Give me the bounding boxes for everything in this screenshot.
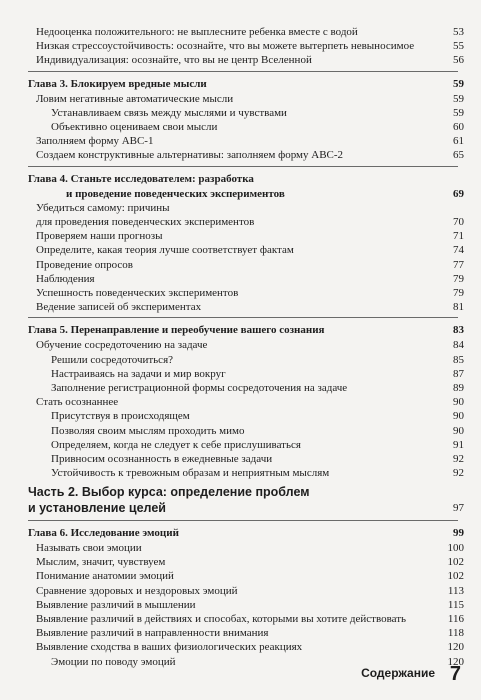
toc-entry-title: Индивидуализация: осознайте, что вы не центр Вселенной [36, 54, 312, 67]
toc-entry [28, 585, 464, 599]
toc-entry-title: Определите, какая теория лучше соответствует фактам [36, 244, 294, 257]
toc-entry [28, 382, 464, 396]
toc-entry-title: Убедиться самому: причины [36, 201, 170, 214]
toc-entry-page: 53 [453, 26, 464, 38]
toc-entry-page: 71 [453, 230, 464, 243]
toc-entry-page: 79 [453, 272, 464, 285]
toc-entry-title: Стать осознаннее [36, 396, 119, 409]
toc-entry-page: 118 [447, 627, 464, 640]
page-number: 7 [449, 663, 461, 685]
toc-entry-page: 120 [447, 641, 464, 654]
toc-entry-page: 92 [453, 467, 464, 480]
toc-entry [28, 453, 464, 467]
toc-entry-page: 102 [447, 570, 464, 583]
toc-entry-page: 85 [453, 353, 464, 366]
toc-entry-page: 90 [453, 424, 464, 437]
toc-chapter-entry [28, 78, 464, 92]
toc-entry [28, 135, 464, 149]
toc-entry-page: 99 [453, 527, 464, 539]
toc-chapter-entry [28, 188, 464, 202]
toc-entry-title: Проведение опросов [36, 258, 133, 271]
table-of-contents-continued [28, 524, 464, 670]
part-page-number: 97 [453, 502, 464, 514]
section-label: Содержание [361, 666, 435, 680]
toc-entry-title: Определяем, когда не следует к себе прислушиваться [51, 438, 301, 451]
toc-entry-title: Заполнение регистрационной формы сосредоточения на задаче [51, 382, 348, 394]
toc-entry-page: 115 [447, 598, 464, 611]
toc-entry-title: Ведение записей об экспериментах [36, 301, 202, 314]
toc-entry-title: Глава 3. Блокируем вредные мысли [28, 77, 207, 90]
toc-entry-page: 59 [453, 92, 464, 105]
toc-entry [28, 54, 464, 68]
toc-entry-title: Сравнение здоровых и нездоровых эмоций [36, 584, 238, 597]
toc-entry-title: Привносим осознанность в ежедневные задачи [51, 453, 273, 465]
toc-entry [28, 641, 464, 655]
toc-entry-title: Глава 4. Станьте исследователем: разработка [28, 172, 254, 185]
toc-entry [28, 93, 464, 107]
toc-entry [28, 273, 464, 287]
toc-entry-title: Присутствуя в происходящем [51, 410, 190, 423]
chapter-divider [28, 317, 458, 318]
toc-entry [28, 354, 464, 368]
toc-entry-title: для проведения поведенческих экспериментов [36, 216, 255, 228]
toc-entry [28, 202, 464, 216]
chapter-divider [28, 520, 458, 521]
toc-entry-page: 59 [453, 106, 464, 119]
toc-entry-title: Глава 6. Исследование эмоций [28, 527, 179, 539]
toc-entry-title: Позволяя своим мыслям проходить мимо [51, 424, 245, 437]
toc-entry-title: Глава 5. Перенаправление и переобучение вашего сознания [28, 324, 325, 337]
toc-entry-page: 65 [453, 149, 464, 162]
toc-chapter-entry [28, 324, 464, 338]
toc-entry [28, 627, 464, 641]
toc-chapter-entry [28, 173, 464, 187]
toc-entry-page: 116 [447, 613, 464, 625]
table-of-contents [28, 26, 464, 481]
chapter-divider [28, 166, 458, 167]
toc-entry-page: 79 [453, 287, 464, 299]
toc-entry-title: Проверяем наши прогнозы [36, 230, 163, 243]
toc-entry-page: 56 [453, 54, 464, 67]
toc-entry-page: 55 [453, 40, 464, 53]
part-title-line2: и установление целей [28, 501, 166, 515]
toc-entry-title: Низкая стрессоустойчивость: осознайте, что вы можете вытерпеть невыносимое [36, 40, 415, 53]
toc-entry-title: Понимание анатомии эмоций [36, 570, 174, 583]
toc-entry-page: 87 [453, 367, 464, 380]
toc-entry-page: 70 [453, 216, 464, 228]
toc-entry-page: 90 [453, 396, 464, 409]
toc-entry-page: 69 [453, 187, 464, 200]
toc-entry-page: 83 [453, 324, 464, 337]
toc-chapter-entry [28, 527, 464, 541]
toc-entry-page: 74 [453, 244, 464, 257]
toc-entry [28, 410, 464, 424]
toc-entry-title: Устанавливаем связь между мыслями и чувствами [51, 106, 287, 119]
toc-entry [28, 230, 464, 244]
toc-entry [28, 570, 464, 584]
toc-entry [28, 556, 464, 570]
toc-entry-page: 84 [453, 339, 464, 352]
toc-entry-page: 113 [447, 584, 464, 597]
toc-entry [28, 439, 464, 453]
toc-entry-title: и проведение поведенческих экспериментов [66, 187, 285, 200]
toc-entry-title: Успешность поведенческих экспериментов [36, 287, 239, 299]
part-title-line1: Часть 2. Выбор курса: определение проблем [28, 485, 310, 499]
toc-entry-title: Наблюдения [36, 272, 95, 285]
toc-entry-title: Заполняем форму ABC-1 [36, 135, 154, 148]
toc-entry [28, 149, 464, 163]
toc-entry-page: 91 [453, 438, 464, 451]
toc-entry-title: Недооценка положительного: не выплесните ребенка вместе с водой [36, 26, 358, 38]
part-heading [28, 484, 464, 516]
toc-entry-title: Выявление различий в мышлении [36, 598, 196, 611]
toc-entry-page: 120 [447, 655, 464, 668]
toc-entry-title: Устойчивость к тревожным образам и неприятным мыслям [51, 467, 330, 480]
toc-entry [28, 396, 464, 410]
toc-entry-page: 90 [453, 410, 464, 423]
toc-entry-title: Объективно оцениваем свои мысли [51, 121, 218, 133]
toc-entry-title: Выявление различий в действиях и способах, которыми вы хотите действовать [36, 613, 407, 625]
toc-entry [28, 26, 464, 40]
chapter-divider [28, 71, 458, 72]
toc-entry [28, 425, 464, 439]
toc-entry [28, 107, 464, 121]
toc-entry-title: Создаем конструктивные альтернативы: заполняем форму ABC-2 [36, 149, 344, 162]
toc-entry-title: Настраиваясь на задачи и мир вокруг [51, 367, 226, 380]
toc-entry-page: 102 [447, 556, 464, 569]
toc-entry-title: Мыслим, значит, чувствуем [36, 556, 166, 569]
toc-entry [28, 467, 464, 481]
toc-entry-page: 92 [453, 453, 464, 465]
toc-entry-title: Эмоции по поводу эмоций [51, 655, 176, 668]
toc-entry-page: 61 [453, 135, 464, 148]
toc-entry [28, 216, 464, 230]
toc-entry-title: Решили сосредоточиться? [51, 353, 174, 366]
toc-entry [28, 599, 464, 613]
toc-entry [28, 339, 464, 353]
toc-entry-title: Называть свои эмоции [36, 542, 142, 554]
toc-entry-page: 59 [453, 77, 464, 90]
toc-entry [28, 613, 464, 627]
toc-entry-title: Обучение сосредоточению на задаче [36, 339, 208, 352]
toc-entry-page: 60 [453, 121, 464, 133]
toc-entry-page: 81 [453, 301, 464, 314]
toc-entry-title: Выявление сходства в ваших физиологических реакциях [36, 641, 303, 654]
toc-entry [28, 301, 464, 315]
toc-entry [28, 259, 464, 273]
toc-entry [28, 368, 464, 382]
toc-entry-page: 77 [453, 258, 464, 271]
toc-entry-title: Ловим негативные автоматические мысли [36, 92, 234, 105]
toc-entry [28, 287, 464, 301]
toc-entry-page: 89 [453, 382, 464, 394]
toc-entry [28, 542, 464, 556]
toc-entry [28, 40, 464, 54]
toc-entry-title: Выявление различий в направленности внимания [36, 627, 269, 640]
toc-entry-page: 100 [447, 542, 464, 554]
toc-entry [28, 244, 464, 258]
toc-entry [28, 121, 464, 135]
